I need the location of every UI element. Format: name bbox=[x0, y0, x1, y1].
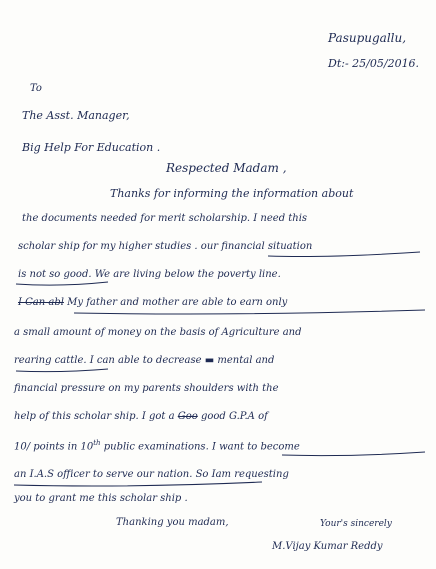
superscript-th: th bbox=[93, 439, 101, 447]
letter-date: Dt:- 25/05/2016. bbox=[328, 57, 420, 70]
body-line-9a: help of this scholar ship. I got a bbox=[14, 411, 175, 422]
closing-line: Thanking you madam, bbox=[116, 517, 229, 528]
body-line-3 bbox=[18, 242, 312, 252]
body-line-10c: public examinations. bbox=[103, 441, 209, 453]
signoff: Your's sincerely bbox=[320, 519, 392, 529]
underlined-rearing-cattle: rearing cattle bbox=[14, 355, 84, 366]
body-line-10b: points in 10 bbox=[33, 441, 94, 453]
body-line-9 bbox=[14, 412, 268, 422]
body-line-7c: mental and bbox=[217, 355, 275, 366]
underline-parents-earn bbox=[74, 310, 425, 314]
underlined-not-so-good: is not so good. bbox=[18, 269, 92, 280]
body-line-10 bbox=[14, 440, 300, 452]
body-line-10a: 10/ bbox=[14, 441, 31, 453]
body-line-7b: . I can able to decrease bbox=[83, 355, 202, 366]
underlined-financial-situation: our financial situation bbox=[200, 241, 313, 252]
body-line-11 bbox=[14, 470, 289, 480]
body-line-4b: We are living below the poverty line. bbox=[94, 269, 281, 280]
recipient-org: Big Help For Education . bbox=[22, 141, 161, 154]
struck-out-goo: Goo bbox=[177, 411, 198, 422]
body-line-9c: good G.P.A of bbox=[200, 411, 268, 422]
body-line-2: the documents needed for merit scholarship. I need this bbox=[22, 213, 308, 224]
underlined-ias-officer: an I.A.S officer to serve our nation bbox=[14, 469, 190, 480]
letter-place: Pasupugallu, bbox=[328, 31, 407, 45]
body-line-4 bbox=[18, 270, 281, 280]
body-line-11b: . So Iam requesting bbox=[189, 469, 289, 480]
body-line-12: you to grant me this scholar ship . bbox=[14, 493, 188, 504]
underline-ias-officer bbox=[14, 482, 262, 486]
body-line-1: Thanks for informing the information about bbox=[110, 187, 354, 200]
body-line-6: a small amount of money on the basis of Agriculture and bbox=[14, 327, 302, 338]
underlined-parents-earn: My father and mother are able to earn only bbox=[67, 297, 288, 308]
underline-not-so-good bbox=[16, 282, 108, 285]
salutation: Respected Madam , bbox=[166, 161, 287, 175]
scribble-mark: ▬ bbox=[204, 355, 215, 366]
body-line-3a: scholar ship for my higher studies . bbox=[18, 241, 198, 252]
letter-to: To bbox=[30, 83, 42, 94]
underline-become bbox=[282, 452, 425, 456]
underline-rearing-cattle bbox=[16, 369, 108, 372]
struck-out-text: I Can abl bbox=[18, 297, 64, 308]
recipient-title: The Asst. Manager, bbox=[22, 109, 130, 122]
underline-financial-situation bbox=[268, 252, 420, 257]
signature: M.Vijay Kumar Reddy bbox=[272, 541, 383, 552]
body-line-5 bbox=[18, 298, 287, 308]
body-line-8: financial pressure on my parents shoulders with the bbox=[14, 383, 279, 394]
underlined-become: I want to become bbox=[211, 441, 300, 453]
body-line-7 bbox=[14, 356, 274, 366]
